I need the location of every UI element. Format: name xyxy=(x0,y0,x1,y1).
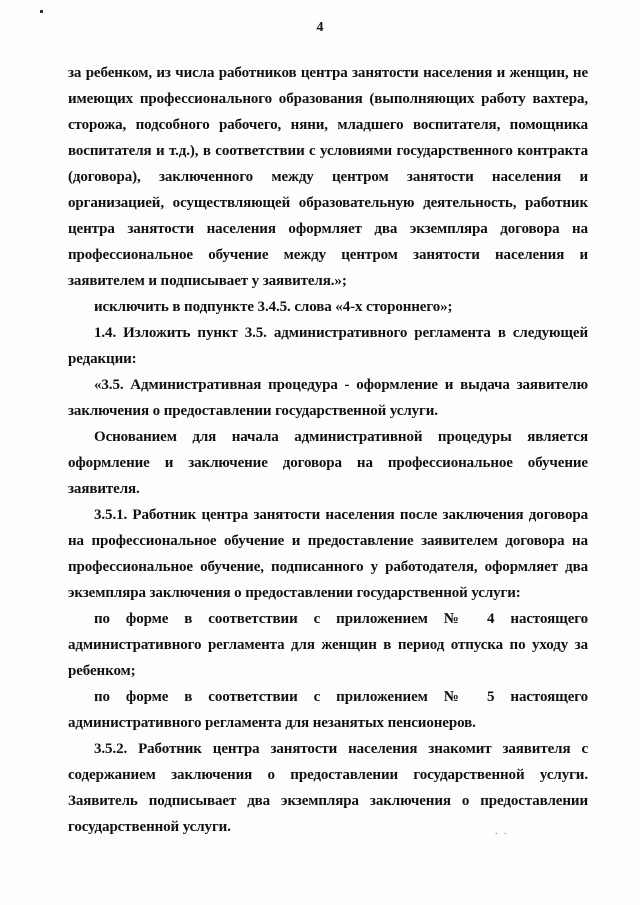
paragraph-item-3-5-2: 3.5.2. Работник центра занятости населения знакомит заявителя с содержанием заключения о предоставлении государственной услуги. Заявитель подписывает два экземпляра заключения о предоставлении государственной услуги. xyxy=(68,741,588,835)
scan-artifact-marks: . . xyxy=(495,826,509,837)
paragraph-exclude-words: исключить в подпункте 3.4.5. слова «4-х стороннего»; xyxy=(94,299,453,315)
page-number: 4 xyxy=(316,20,324,35)
scan-artifact-dot xyxy=(40,10,43,13)
paragraph-continuation: за ребенком, из числа работников центра занятости населения и женщин, не имеющих профессионального образования (выполняющих работу вахтера, сторожа, подсобного рабочего, няни, младшего воспитателя, помощника воспитателя и т.д.), в соответствии с условиями государственного контракта (договора), заключенного между центром занятости населения и организацией, осуществляющей образовательную деятельность, работник центра занятости населения оформляет два экземпляра договора на профессиональное обучение между центром занятости населения и заявителем и подписывает у заявителя.»; xyxy=(68,65,588,289)
paragraph-form-appendix-5: по форме в соответствии с приложением № 5 настоящего административного регламента для незанятых пенсионеров. xyxy=(68,689,588,731)
document-body xyxy=(68,60,588,840)
paragraph-item-3-5: «3.5. Административная процедура - оформление и выдача заявителю заключения о предоставлении государственной услуги. xyxy=(68,377,588,419)
paragraph-basis: Основанием для начала административной процедуры является оформление и заключение договора на профессиональное обучение заявителя. xyxy=(68,429,588,497)
paragraph-form-appendix-4: по форме в соответствии с приложением № 4 настоящего административного регламента для женщин в период отпуска по уходу за ребенком; xyxy=(68,611,588,679)
paragraph-item-1-4: 1.4. Изложить пункт 3.5. административного регламента в следующей редакции: xyxy=(68,325,588,367)
paragraph-item-3-5-1: 3.5.1. Работник центра занятости населения после заключения договора на профессиональное обучение и предоставление заявителем договора на профессиональное обучение, подписанного у работодателя, оформляет два экземпляра заключения о предоставлении государственной услуги: xyxy=(68,507,588,601)
